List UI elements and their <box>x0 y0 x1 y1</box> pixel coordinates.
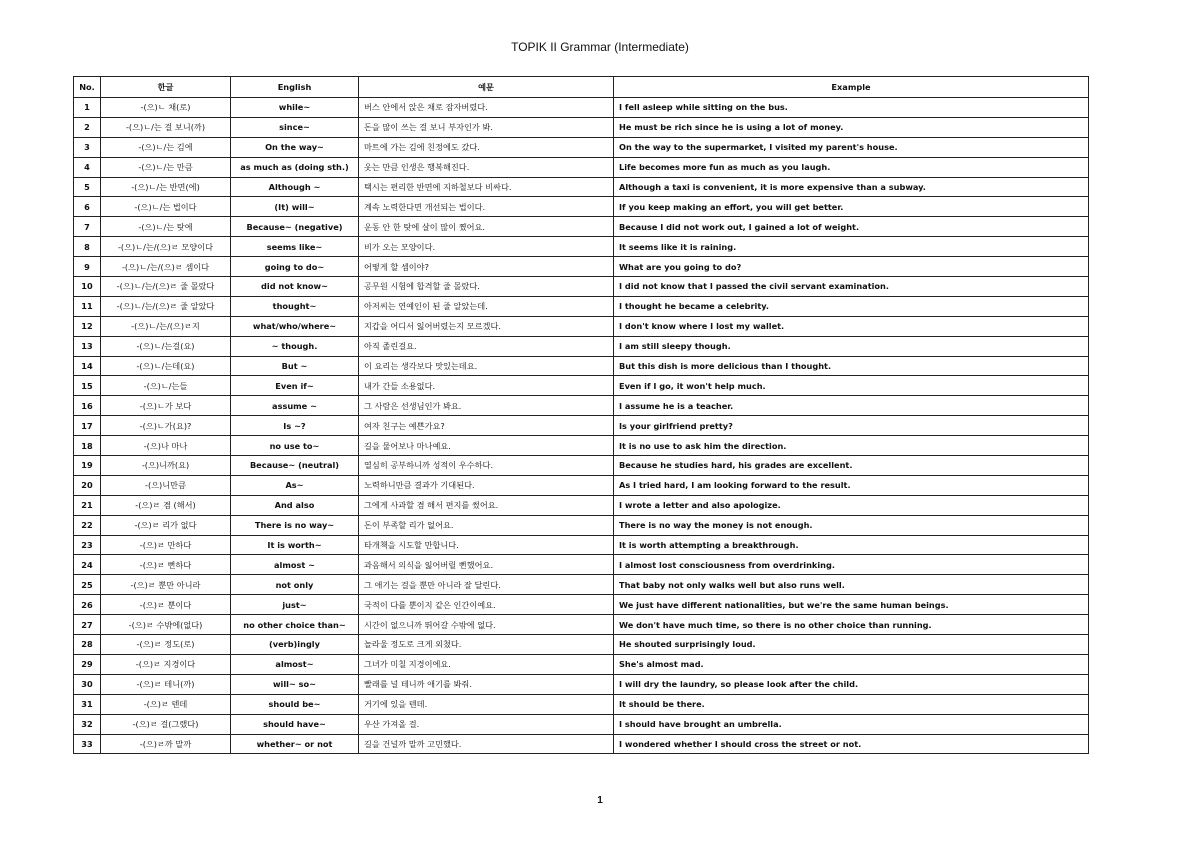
grammar-korean: -(으)ㄴ/는걸(요) <box>101 336 231 356</box>
row-number: 31 <box>74 694 101 714</box>
row-number: 30 <box>74 674 101 694</box>
table-row <box>74 615 1089 635</box>
example-korean: 돈을 많이 쓰는 걸 보니 부자인가 봐. <box>359 117 614 137</box>
table-row <box>74 674 1089 694</box>
table-row <box>74 277 1089 297</box>
example-korean: 빨래를 널 테니까 애기를 봐줘. <box>359 674 614 694</box>
example-english: But this dish is more delicious than I thought. <box>614 356 1089 376</box>
example-korean: 길을 건널까 말까 고민했다. <box>359 734 614 754</box>
example-english: I will dry the laundry, so please look after the child. <box>614 674 1089 694</box>
grammar-korean: -(으)ㄹ 뻔하다 <box>101 555 231 575</box>
grammar-korean: -(으)ㄹ 수밖에(없다) <box>101 615 231 635</box>
table-body <box>74 98 1089 754</box>
row-number: 18 <box>74 436 101 456</box>
table-row <box>74 694 1089 714</box>
grammar-english: ~ though. <box>231 336 359 356</box>
example-korean: 여자 친구는 예쁜가요? <box>359 416 614 436</box>
example-english: Although a taxi is convenient, it is more expensive than a subway. <box>614 177 1089 197</box>
grammar-english: It is worth~ <box>231 535 359 555</box>
example-english: I should have brought an umbrella. <box>614 714 1089 734</box>
example-english: There is no way the money is not enough. <box>614 515 1089 535</box>
example-korean: 운동 안 한 탓에 살이 많이 쪘어요. <box>359 217 614 237</box>
grammar-korean: -(으)ㄴ/는/(으)ㄹ 모양이다 <box>101 237 231 257</box>
column-header-english: English <box>231 77 359 98</box>
example-english: If you keep making an effort, you will get better. <box>614 197 1089 217</box>
grammar-english: Although ~ <box>231 177 359 197</box>
row-number: 29 <box>74 654 101 674</box>
grammar-korean: -(으)ㄹ 걸(그랬다) <box>101 714 231 734</box>
grammar-english: should be~ <box>231 694 359 714</box>
example-korean: 열심히 공부하니까 성적이 우수하다. <box>359 456 614 476</box>
row-number: 4 <box>74 157 101 177</box>
grammar-korean: -(으)ㄹ 뿐이다 <box>101 595 231 615</box>
example-english: I did not know that I passed the civil servant examination. <box>614 277 1089 297</box>
example-korean: 타개책을 시도할 만합니다. <box>359 535 614 555</box>
table-row <box>74 456 1089 476</box>
table-row <box>74 177 1089 197</box>
grammar-english: whether~ or not <box>231 734 359 754</box>
grammar-korean: -(으)ㄴ/는 걸 보니(까) <box>101 117 231 137</box>
grammar-english: should have~ <box>231 714 359 734</box>
table-row <box>74 316 1089 336</box>
grammar-korean: -(으)니만큼 <box>101 475 231 495</box>
grammar-korean: -(으)ㄴ가 보다 <box>101 396 231 416</box>
example-korean: 지갑을 어디서 잃어버렸는지 모르겠다. <box>359 316 614 336</box>
grammar-english: as much as (doing sth.) <box>231 157 359 177</box>
table-row <box>74 575 1089 595</box>
grammar-korean: -(으)ㄴ 채(로) <box>101 98 231 118</box>
grammar-korean: -(으)ㄴ/는 반면(에) <box>101 177 231 197</box>
example-korean: 마트에 가는 김에 친정에도 갔다. <box>359 137 614 157</box>
example-english: As I tried hard, I am looking forward to the result. <box>614 475 1089 495</box>
grammar-korean: -(으)ㄴ/는 김에 <box>101 137 231 157</box>
example-korean: 아저씨는 연예인이 된 줄 알았는데. <box>359 296 614 316</box>
grammar-english: Even if~ <box>231 376 359 396</box>
grammar-english: did not know~ <box>231 277 359 297</box>
table-row <box>74 356 1089 376</box>
table-row <box>74 495 1089 515</box>
row-number: 22 <box>74 515 101 535</box>
grammar-korean: -(으)ㄴ/는 만큼 <box>101 157 231 177</box>
example-english: I wondered whether I should cross the street or not. <box>614 734 1089 754</box>
example-english: I don't know where I lost my wallet. <box>614 316 1089 336</box>
table-row <box>74 595 1089 615</box>
example-korean: 아직 졸린걸요. <box>359 336 614 356</box>
grammar-korean: -(으)ㄹ 겸 (해서) <box>101 495 231 515</box>
row-number: 16 <box>74 396 101 416</box>
example-english: We just have different nationalities, but we're the same human beings. <box>614 595 1089 615</box>
grammar-korean: -(으)ㄴ가(요)? <box>101 416 231 436</box>
row-number: 28 <box>74 635 101 655</box>
grammar-korean: -(으)ㄴ/는 법이다 <box>101 197 231 217</box>
row-number: 13 <box>74 336 101 356</box>
example-korean: 국적이 다를 뿐이지 같은 인간이예요. <box>359 595 614 615</box>
table-row <box>74 635 1089 655</box>
example-korean: 계속 노력한다면 개선되는 법이다. <box>359 197 614 217</box>
example-english: Because he studies hard, his grades are excellent. <box>614 456 1089 476</box>
column-header-english-example: Example <box>614 77 1089 98</box>
table-row <box>74 475 1089 495</box>
example-korean: 거기에 있을 텐데. <box>359 694 614 714</box>
example-english: I almost lost consciousness from overdrinking. <box>614 555 1089 575</box>
example-english: We don't have much time, so there is no other choice than running. <box>614 615 1089 635</box>
example-english: I assume he is a teacher. <box>614 396 1089 416</box>
grammar-english: while~ <box>231 98 359 118</box>
grammar-english: not only <box>231 575 359 595</box>
row-number: 9 <box>74 257 101 277</box>
grammar-korean: -(으)ㄴ/는/(으)ㄹ지 <box>101 316 231 336</box>
example-korean: 비가 오는 모양이다. <box>359 237 614 257</box>
table-row <box>74 555 1089 575</box>
table-row <box>74 714 1089 734</box>
row-number: 8 <box>74 237 101 257</box>
grammar-english: And also <box>231 495 359 515</box>
grammar-korean: -(으)ㄴ/는/(으)ㄹ 줄 몰랐다 <box>101 277 231 297</box>
table-row <box>74 117 1089 137</box>
row-number: 20 <box>74 475 101 495</box>
example-korean: 과음해서 의식을 잃어버릴 뻔했어요. <box>359 555 614 575</box>
row-number: 21 <box>74 495 101 515</box>
grammar-english: no other choice than~ <box>231 615 359 635</box>
example-english: What are you going to do? <box>614 257 1089 277</box>
example-english: It is no use to ask him the direction. <box>614 436 1089 456</box>
grammar-english: (verb)ingly <box>231 635 359 655</box>
example-korean: 우산 가져올 걸. <box>359 714 614 734</box>
example-korean: 놀라울 정도로 크게 외쳤다. <box>359 635 614 655</box>
table-row <box>74 157 1089 177</box>
table-row <box>74 515 1089 535</box>
grammar-korean: -(으)ㄹ 정도(로) <box>101 635 231 655</box>
grammar-english: On the way~ <box>231 137 359 157</box>
grammar-korean: -(으)ㄴ/는 탓에 <box>101 217 231 237</box>
example-english: Because I did not work out, I gained a lot of weight. <box>614 217 1089 237</box>
grammar-english: since~ <box>231 117 359 137</box>
grammar-korean: -(으)ㄹ 만하다 <box>101 535 231 555</box>
table-row <box>74 654 1089 674</box>
table-header-row <box>74 77 1089 98</box>
grammar-english: Because~ (negative) <box>231 217 359 237</box>
row-number: 7 <box>74 217 101 237</box>
example-korean: 그에게 사과할 겸 해서 편지를 썼어요. <box>359 495 614 515</box>
table-row <box>74 376 1089 396</box>
grammar-english: just~ <box>231 595 359 615</box>
row-number: 14 <box>74 356 101 376</box>
example-english: He shouted surprisingly loud. <box>614 635 1089 655</box>
example-korean: 시간이 없으니까 뛰어갈 수밖에 없다. <box>359 615 614 635</box>
column-header-no: No. <box>74 77 101 98</box>
example-korean: 버스 안에서 앉은 채로 잠자버렸다. <box>359 98 614 118</box>
grammar-english: assume ~ <box>231 396 359 416</box>
example-english: On the way to the supermarket, I visited my parent's house. <box>614 137 1089 157</box>
example-english: That baby not only walks well but also runs well. <box>614 575 1089 595</box>
example-english: Even if I go, it won't help much. <box>614 376 1089 396</box>
example-english: She's almost mad. <box>614 654 1089 674</box>
example-korean: 돈이 부족할 리가 없어요. <box>359 515 614 535</box>
row-number: 25 <box>74 575 101 595</box>
grammar-english: thought~ <box>231 296 359 316</box>
example-english: I thought he became a celebrity. <box>614 296 1089 316</box>
table-row <box>74 396 1089 416</box>
grammar-english: There is no way~ <box>231 515 359 535</box>
grammar-english: no use to~ <box>231 436 359 456</box>
row-number: 5 <box>74 177 101 197</box>
example-english: It is worth attempting a breakthrough. <box>614 535 1089 555</box>
row-number: 15 <box>74 376 101 396</box>
example-korean: 노력하니만큼 결과가 기대된다. <box>359 475 614 495</box>
grammar-korean: -(으)ㄹ 테니(까) <box>101 674 231 694</box>
grammar-korean: -(으)ㄴ/는들 <box>101 376 231 396</box>
grammar-korean: -(으)ㄹ 리가 없다 <box>101 515 231 535</box>
example-korean: 택시는 편리한 반면에 지하철보다 비싸다. <box>359 177 614 197</box>
example-english: Life becomes more fun as much as you laugh. <box>614 157 1089 177</box>
grammar-korean: -(으)ㄴ/는/(으)ㄹ 셈이다 <box>101 257 231 277</box>
row-number: 12 <box>74 316 101 336</box>
example-korean: 그 애기는 걸을 뿐만 아니라 잘 달린다. <box>359 575 614 595</box>
grammar-english: what/who/where~ <box>231 316 359 336</box>
row-number: 24 <box>74 555 101 575</box>
row-number: 6 <box>74 197 101 217</box>
example-korean: 공무원 시험에 합격할 줄 몰랐다. <box>359 277 614 297</box>
row-number: 19 <box>74 456 101 476</box>
grammar-korean: -(으)ㄴ/는데(요) <box>101 356 231 376</box>
row-number: 32 <box>74 714 101 734</box>
grammar-table <box>73 76 1089 754</box>
grammar-korean: -(으)ㄴ/는/(으)ㄹ 줄 알았다 <box>101 296 231 316</box>
table-row <box>74 197 1089 217</box>
grammar-english: (It) will~ <box>231 197 359 217</box>
example-korean: 그 사람은 선생님인가 봐요. <box>359 396 614 416</box>
grammar-korean: -(으)나 마나 <box>101 436 231 456</box>
grammar-english: Because~ (neutral) <box>231 456 359 476</box>
row-number: 26 <box>74 595 101 615</box>
table-row <box>74 237 1089 257</box>
row-number: 17 <box>74 416 101 436</box>
table-row <box>74 535 1089 555</box>
table-row <box>74 416 1089 436</box>
table-row <box>74 217 1089 237</box>
column-header-korean: 한글 <box>101 77 231 98</box>
grammar-korean: -(으)ㄹ 지경이다 <box>101 654 231 674</box>
grammar-english: almost~ <box>231 654 359 674</box>
table-row <box>74 257 1089 277</box>
table-row <box>74 98 1089 118</box>
row-number: 11 <box>74 296 101 316</box>
page-title: TOPIK II Grammar (Intermediate) <box>511 40 689 54</box>
table-row <box>74 137 1089 157</box>
grammar-english: Is ~? <box>231 416 359 436</box>
table-row <box>74 436 1089 456</box>
example-korean: 웃는 만큼 인생은 행복해진다. <box>359 157 614 177</box>
example-korean: 이 요리는 생각보다 맛있는데요. <box>359 356 614 376</box>
example-english: He must be rich since he is using a lot of money. <box>614 117 1089 137</box>
grammar-english: As~ <box>231 475 359 495</box>
table-row <box>74 734 1089 754</box>
grammar-korean: -(으)ㄹ까 말까 <box>101 734 231 754</box>
example-english: I fell asleep while sitting on the bus. <box>614 98 1089 118</box>
page-number: 1 <box>597 795 603 806</box>
example-korean: 내가 간들 소용없다. <box>359 376 614 396</box>
column-header-korean-example: 예문 <box>359 77 614 98</box>
row-number: 33 <box>74 734 101 754</box>
example-english: It should be there. <box>614 694 1089 714</box>
row-number: 3 <box>74 137 101 157</box>
example-korean: 길을 물어보나 마나예요. <box>359 436 614 456</box>
row-number: 2 <box>74 117 101 137</box>
grammar-english: But ~ <box>231 356 359 376</box>
grammar-english: almost ~ <box>231 555 359 575</box>
grammar-english: will~ so~ <box>231 674 359 694</box>
example-english: I wrote a letter and also apologize. <box>614 495 1089 515</box>
row-number: 10 <box>74 277 101 297</box>
example-english: I am still sleepy though. <box>614 336 1089 356</box>
grammar-english: going to do~ <box>231 257 359 277</box>
example-english: Is your girlfriend pretty? <box>614 416 1089 436</box>
row-number: 23 <box>74 535 101 555</box>
table-row <box>74 296 1089 316</box>
row-number: 1 <box>74 98 101 118</box>
grammar-korean: -(으)ㄹ 뿐만 아니라 <box>101 575 231 595</box>
example-korean: 그녀가 미칠 지경이에요. <box>359 654 614 674</box>
table-row <box>74 336 1089 356</box>
example-korean: 어떻게 할 셈이야? <box>359 257 614 277</box>
grammar-english: seems like~ <box>231 237 359 257</box>
example-english: It seems like it is raining. <box>614 237 1089 257</box>
grammar-korean: -(으)니까(요) <box>101 456 231 476</box>
grammar-korean: -(으)ㄹ 텐데 <box>101 694 231 714</box>
row-number: 27 <box>74 615 101 635</box>
